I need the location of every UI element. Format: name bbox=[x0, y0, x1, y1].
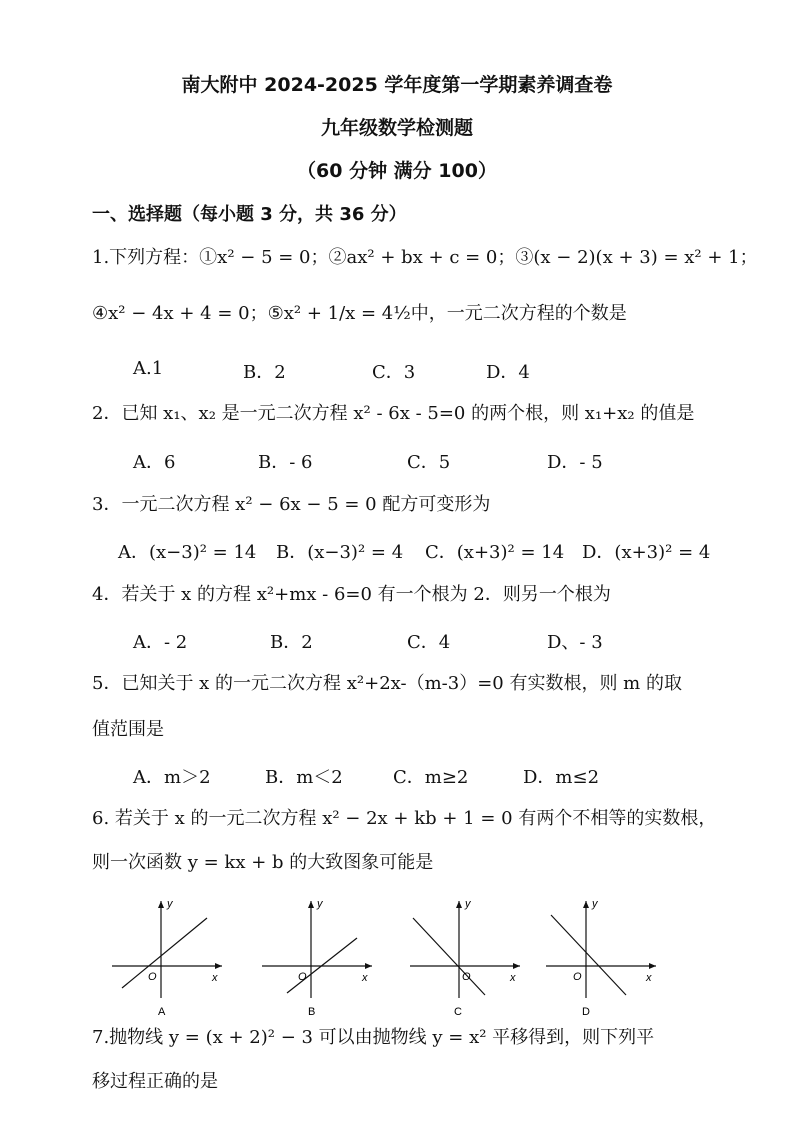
question-1-option-d: D．4 bbox=[486, 362, 530, 383]
question-7-line-2: 移过程正确的是 bbox=[92, 1071, 218, 1092]
graph-b-label: B bbox=[308, 1006, 316, 1018]
question-1-option-c: C．3 bbox=[372, 362, 416, 383]
graph-a-x-label: x bbox=[212, 972, 218, 984]
question-3-option-c: C．(x+3)² = 14 bbox=[425, 542, 565, 563]
graph-option-a bbox=[112, 893, 252, 1023]
question-1-option-b: B．2 bbox=[243, 362, 286, 383]
graph-b-y-arrow bbox=[308, 901, 314, 908]
graph-a-y-label: y bbox=[167, 898, 173, 910]
question-4-option-d: D、- 3 bbox=[547, 632, 603, 653]
question-3-stem: 3．一元二次方程 x² − 6x − 5 = 0 配方可变形为 bbox=[92, 494, 491, 515]
graph-d-origin: O bbox=[573, 971, 582, 983]
exam-subtitle: 九年级数学检测题 bbox=[320, 117, 473, 139]
question-2-option-b: B．- 6 bbox=[258, 452, 313, 473]
question-4-option-a: A．- 2 bbox=[133, 632, 188, 653]
question-2-stem: 2．已知 x₁、x₂ 是一元二次方程 x² - 6x - 5=0 的两个根，则 x₁+x₂ 的值是 bbox=[92, 403, 695, 424]
graph-d-y-arrow bbox=[583, 901, 589, 908]
question-1-line-2: ④x² − 4x + 4 = 0；⑤x² + 1/x = 4½中，一元二次方程的个数是 bbox=[92, 303, 627, 324]
graph-a-line bbox=[122, 918, 207, 988]
question-5-option-c: C．m≥2 bbox=[393, 767, 469, 788]
question-5-option-b: B．m＜2 bbox=[265, 767, 343, 788]
question-5-line-2: 值范围是 bbox=[92, 719, 164, 740]
question-4-option-b: B．2 bbox=[270, 632, 313, 653]
graph-d-y-label: y bbox=[592, 898, 598, 910]
graph-option-b bbox=[262, 893, 402, 1023]
question-3-option-d: D．(x+3)² = 4 bbox=[582, 542, 711, 563]
graph-c-x-label: x bbox=[510, 972, 516, 984]
question-3-option-b: B．(x−3)² = 4 bbox=[276, 542, 404, 563]
graph-d-x-label: x bbox=[646, 972, 652, 984]
question-3-option-a: A．(x−3)² = 14 bbox=[118, 542, 257, 563]
graph-a-label: A bbox=[158, 1006, 166, 1018]
question-4-stem: 4．若关于 x 的方程 x²+mx - 6=0 有一个根为 2．则另一个根为 bbox=[92, 584, 611, 605]
exam-title: 南大附中 2024-2025 学年度第一学期素养调查卷 bbox=[181, 74, 613, 96]
graph-d-label: D bbox=[582, 1006, 590, 1018]
exam-time-score: （60 分钟 满分 100） bbox=[297, 160, 497, 182]
question-1-line-1: 1.下列方程：①x² − 5 = 0；②ax² + bx + c = 0；③(x − 2)(x + 3) = x² + 1； bbox=[92, 247, 758, 268]
graph-c-y-label: y bbox=[465, 898, 471, 910]
graph-c-x-arrow bbox=[513, 963, 520, 969]
graph-c-label: C bbox=[454, 1006, 462, 1018]
graph-b-x-arrow bbox=[365, 963, 372, 969]
question-2-option-d: D．- 5 bbox=[547, 452, 603, 473]
graph-option-d bbox=[546, 893, 686, 1023]
graph-c-line bbox=[413, 918, 485, 995]
question-6-line-2: 则一次函数 y = kx + b 的大致图象可能是 bbox=[92, 852, 434, 873]
graph-c-origin: O bbox=[462, 971, 471, 983]
graph-a-x-arrow bbox=[215, 963, 222, 969]
graph-a-y-arrow bbox=[158, 901, 164, 908]
graph-a-origin: O bbox=[148, 971, 157, 983]
question-5-line-1: 5．已知关于 x 的一元二次方程 x²+2x-（m-3）=0 有实数根，则 m 的取 bbox=[92, 673, 682, 694]
section-heading: 一、选择题（每小题 3 分，共 36 分） bbox=[92, 204, 407, 225]
question-5-option-d: D．m≤2 bbox=[523, 767, 600, 788]
question-6-line-1: 6. 若关于 x 的一元二次方程 x² − 2x + kb + 1 = 0 有两个不相等的实数根， bbox=[92, 808, 717, 829]
question-5-option-a: A．m＞2 bbox=[133, 767, 211, 788]
graph-c-y-arrow bbox=[456, 901, 462, 908]
graph-b-y-label: y bbox=[317, 898, 323, 910]
question-1-option-a: A.1 bbox=[133, 358, 164, 379]
question-4-option-c: C．4 bbox=[407, 632, 451, 653]
graph-b-origin: O bbox=[298, 971, 307, 983]
question-2-option-a: A．6 bbox=[133, 452, 176, 473]
graph-option-c bbox=[410, 893, 550, 1023]
graph-d-x-arrow bbox=[649, 963, 656, 969]
graph-d-line bbox=[551, 915, 626, 995]
question-2-option-c: C．5 bbox=[407, 452, 451, 473]
graph-b-x-label: x bbox=[362, 972, 368, 984]
question-7-line-1: 7.抛物线 y = (x + 2)² − 3 可以由抛物线 y = x² 平移得到，则下列平 bbox=[92, 1027, 655, 1048]
